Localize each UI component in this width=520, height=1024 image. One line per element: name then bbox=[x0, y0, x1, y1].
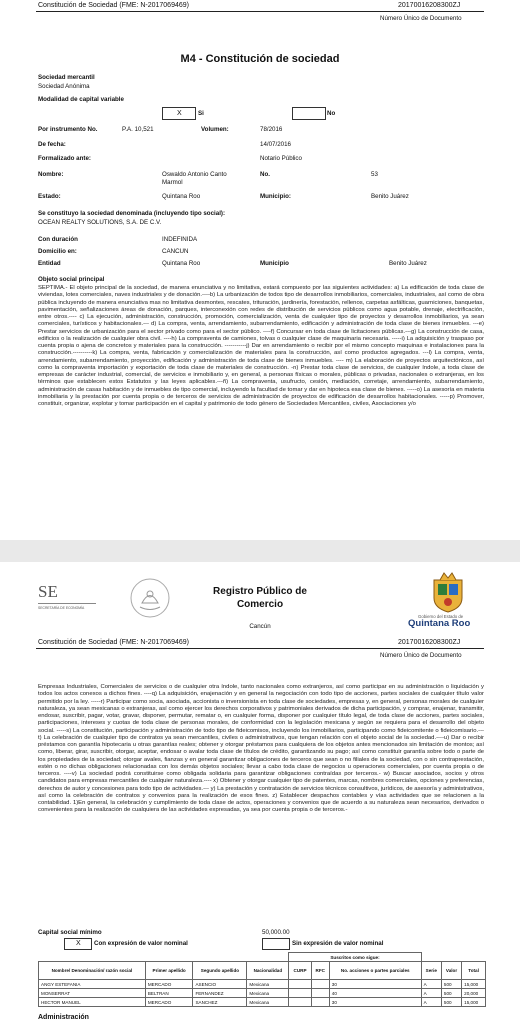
cell-rfc bbox=[311, 980, 329, 989]
subscribers-table bbox=[38, 952, 486, 1007]
cell-second-surname: FERNANDEZ bbox=[193, 989, 247, 998]
col-total: Total bbox=[462, 962, 486, 980]
variable-capital-yes-checkbox[interactable] bbox=[162, 107, 196, 120]
capital-label: Capital social mínimo bbox=[38, 929, 102, 936]
volume-value: 78/2016 bbox=[260, 126, 283, 133]
company-name: OCEAN REALTY SOLUTIONS, S.A. DE C.V. bbox=[38, 219, 162, 226]
nominal-value-yes-checkbox[interactable] bbox=[64, 938, 92, 950]
col-name: Nombre/ Denominación/ razón social bbox=[39, 962, 146, 980]
municipality-label: Municipio: bbox=[260, 193, 291, 200]
yes-label: Si bbox=[198, 110, 204, 117]
municipality-value: Benito Juárez bbox=[371, 193, 409, 200]
duration-label: Con duración bbox=[38, 236, 78, 243]
duration-value: INDEFINIDA bbox=[162, 236, 198, 243]
table-row bbox=[39, 989, 486, 998]
col-second-surname: Segundo apellido bbox=[193, 962, 247, 980]
cell-value: 500 bbox=[441, 998, 461, 1007]
col-value: Valor bbox=[441, 962, 461, 980]
gov-name: Quintana Roo bbox=[408, 618, 471, 629]
table-row bbox=[39, 998, 486, 1007]
cell-name: ANGY ESTEFANIA bbox=[39, 980, 146, 989]
cell-curp bbox=[289, 989, 311, 998]
gov-line: Gobierno del Estado de bbox=[418, 614, 464, 619]
company-type-label: Sociedad mercantil bbox=[38, 74, 95, 81]
cell-second-surname: SANCHEZ bbox=[193, 998, 247, 1007]
page-title: M4 - Constitución de sociedad bbox=[180, 53, 340, 65]
instrument-value: P.A. 10,521 bbox=[122, 126, 154, 133]
cell-second-surname: ASENCIO bbox=[193, 980, 247, 989]
company-type-value: Sociedad Anónima bbox=[38, 83, 90, 90]
page-header-doc-number: 20170016208300ZJ bbox=[398, 2, 461, 9]
cell-shares: 30 bbox=[329, 980, 421, 989]
cell-total: 15,000 bbox=[462, 998, 486, 1007]
object-paragraph: SEPTIMA.- El objeto principal de la sociedad, de manera enunciativa y no limitativa, estará compuesto por las siguientes actividades: a) La edificación de toda clase de viviendas, lotes comerciales, naves industriales y de donación.----b) La urbanización de todos tipo de desarrollos inmobiliarios, comerciales, industriales, así como de obra pública incluyendo de manera enunciativa mas no limitativa desmontes, rescates, trituración, jardinería, forestación, rellenos, carpetas asfálticas, guarniciones, banquetas, pavimentación, señalizaciones áreas de donación, parques, interconexión con redes de distribución de servicios públicos como agua potable, drenaje, electrificación, entre otros.---- c) La ejecución, administración, construcción, promoción, comercialización, venta de cualquier tipo de proyectos y desarrollos inmobiliarios, ya sean comerciales, turísticos y habitacionales.--- d) La compra, venta, arrendamiento, subarrendamiento, edificación y administración de toda clase de bienes inmuebles. ---e) Prestar servicios de urbanización para el sector privado como para el sector público. ----f) Concursar en toda clase de licitaciones públicas.---g) La construcción de casa, edificios o la realización de cualquier obra civil. ----h) La compraventa de camiones, tolvas o cualquier clase de maquinaria necesaria. -----i) La adquisición y traspaso por cuenta propia o ajena de concretos y materiales para la construcción. -----------j) Dar en arrendamiento o recibir por el mismo concepto maquinas e instalaciones para la construcción.----------k) La compra, venta, fabricación y comercialización de materiales para la construcción, así como productos agregados. ---l) La compra, venta, arrendamiento, subarrendamiento, proyección, edificación y administración de toda clase de bienes inmuebles. ---- m) La elaboración de proyectos arquitectónicos, así como la compraventa importación y exportación de toda clase de materiales de construcción. -n) Prestar toda clase de servicios, de cualquier índole, a toda clase de empresas de carácter industrial, comercial, de servicios e inmobiliario y, en general, a personas físicas o morales, públicas o privadas, nacionales o extranjeras, en los términos que establecen estos Estatutos y las leyes aplicables.---ñ) La compraventa, usufructo, cesión, mediación, corretaje, arrendamiento, subarrendamiento, administración de casas habitación y de inmuebles de tipo comercial, incluyendo la facultad de tomar y dar en hipoteca esa clase de bienes. -----o) La asesoría en materia inmobiliaria y la prestación por cuenta propia o de terceros de servicios de administración de proyectos de edificación de desarrollos habitacionales. -----p) Promover, constituir, organizar, explotar y tomar participación en el capital y patrimonio de todo género de Sociedades Mercantiles, civiles, Asociaciones y/o bbox=[38, 285, 484, 407]
se-logo-text: SE bbox=[38, 582, 58, 601]
cell-nationality: Mexicana bbox=[247, 998, 289, 1007]
date-value: 14/07/2016 bbox=[260, 141, 291, 148]
cell-shares: 30 bbox=[329, 998, 421, 1007]
col-first-surname: Primer apellido bbox=[145, 962, 193, 980]
yes-checkmark: X bbox=[177, 110, 182, 117]
header-rule bbox=[36, 11, 484, 12]
cell-series: A bbox=[421, 980, 441, 989]
administration-label: Administración bbox=[38, 1014, 89, 1021]
state-value: Quintana Roo bbox=[162, 193, 201, 200]
state-coat-of-arms-icon bbox=[430, 570, 466, 614]
notary-number-value: 53 bbox=[371, 171, 378, 178]
col-shares: No. acciones o partes parciales bbox=[329, 962, 421, 980]
variable-capital-no-checkbox[interactable] bbox=[292, 107, 326, 120]
no-label: No bbox=[327, 110, 336, 117]
cell-total: 20,000 bbox=[462, 989, 486, 998]
col-rfc: RFC bbox=[311, 962, 329, 980]
cell-first-surname: MERCADO bbox=[145, 998, 193, 1007]
registry-title-line2: Comercio bbox=[236, 599, 284, 610]
doc-unique-label: Número Único de Documento bbox=[380, 652, 462, 659]
instrument-label: Por instrumento No. bbox=[38, 126, 98, 133]
cell-rfc bbox=[311, 998, 329, 1007]
cell-nationality: Mexicana bbox=[247, 980, 289, 989]
nominal-checkmark: X bbox=[76, 940, 81, 947]
notary-name-value-line2: Marmol bbox=[162, 179, 183, 186]
col-series: Serie bbox=[421, 962, 441, 980]
notary-number-label: No. bbox=[260, 171, 270, 178]
domicile-value: CANCUN bbox=[162, 248, 189, 255]
formalized-label: Formalizado ante: bbox=[38, 155, 91, 162]
cell-shares: 40 bbox=[329, 989, 421, 998]
object-label: Objeto social principal bbox=[38, 276, 105, 283]
entity-label: Entidad bbox=[38, 260, 61, 267]
cell-series: A bbox=[421, 989, 441, 998]
variable-capital-label: Modalidad de capital variable bbox=[38, 96, 124, 103]
cell-curp bbox=[289, 980, 311, 989]
page-header-left: Constitución de Sociedad (FME: N-2017069469) bbox=[38, 639, 189, 646]
constituted-label: Se constituyo la sociedad denominada (incluyendo tipo social): bbox=[38, 210, 226, 217]
object-paragraph-continued: Empresas Industriales, Comerciales de servicios o de cualquier otra índole, tanto nacionales como extranjeros, así como participar en su administración o liquidación y todos los actos conexos a dichos fines. ----q) La adquisición, enajenación y en general la negociación con todo tipo de acciones, partes sociales de cualquier título valor permitido por la ley. -----r) Participar como socia, asociada, accionista o inversionista en toda clase de sociedades, empresas y, en general, personas morales de cualquier naturaleza, ya sean mexicanas o extranjeras, así como ejercer los derechos corporativos y patrimoniales derivados de dicha participación, y comprar, enajenar, transmitir, endosar, suscribir, pagar, votar, gravar, disponer, permutar, rematar o, en cualquier forma, disponer por cualquier título legal, de toda clase de acciones, partes sociales, participaciones, intereses y cuotas de toda clase de personas morales, de conformidad con la legislación mexicana y según se requiera para el desarrollo del objeto social. -----s) La constitución, participación y administración de todo tipo de fideicomisos, incluyendo los inmobiliarios, participando como fideicomitente o fideicomisario.---t) La celebración de cualquier tipo de contratos ya sean mercantiles, civiles o administrativos, que tengan relación con el objeto social de la sociedad.----u) Dar o recibir préstamos con garantía hipotecaria u otras garantías reales; obtener y otorgar préstamos para cualquiera de los objetos antes mencionados sin limitación de montos; así como, liberar, girar, suscribir, otorgar, aceptar, endosar o avalar toda clase de títulos de crédito, garantizando su pago; así como constituir garantía sobre todo o parte de los propiedades de la sociedad; otorgar avales, fianzas y en general garantizar obligaciones de terceros que sean o no filiales de la sociedad, con o sin contraprestación, estén o no dichas obligaciones relacionadas con los demás objetos sociales; llevar a cabo toda clase de negocios u operaciones comerciales, por cuenta propia o de terceros. ----v) La sociedad podrá constituirse como obligada solidaria para garantizar obligaciones contraídas por terceros.- w) Buscar asociados, socios y otros candidatos para empresas mercantiles de cualquier naturaleza.---- x) Obtener y otorgar cualquier tipo de patentes, marcas, nombres comerciales, opciones y preferencias, derechos de autor y concesiones para todo tipo de actividades.--- y) La prestación y contratación de servicios técnicos consultivos, jurídicos, de asesoría y administrativos, así como la celebración de contratos y convenios para la realización de esos fines. z) Establecer despachos contables y vías actividades que se relacionen a la contabilidad. 1)En general, la celebración y cumplimiento de toda clase de actos, operaciones y convenios que de acuerdo a su naturaleza sean necesarios, derivados o convenientes para la realización de cualquiera de las actividades expresadas, ya sea por cuenta propia o de terceros.- bbox=[38, 684, 484, 814]
col-nationality: Nacionalidad bbox=[247, 962, 289, 980]
nominal-value-no-checkbox[interactable] bbox=[262, 938, 290, 950]
with-nominal-label: Con expresión de valor nominal bbox=[94, 940, 188, 947]
cell-value: 500 bbox=[441, 980, 461, 989]
state-label: Estado: bbox=[38, 193, 61, 200]
capital-value: 50,000.00 bbox=[262, 929, 290, 936]
table-row bbox=[39, 980, 486, 989]
document-page-2 bbox=[0, 562, 520, 1024]
cell-first-surname: BELTRAN bbox=[145, 989, 193, 998]
doc-unique-label: Número Único de Documento bbox=[380, 15, 462, 22]
header-rule bbox=[36, 648, 484, 649]
cell-curp bbox=[289, 998, 311, 1007]
cell-name: MONSERRAT bbox=[39, 989, 146, 998]
without-nominal-label: Sin expresión de valor nominal bbox=[292, 940, 384, 947]
page-header-doc-number: 20170016208300ZJ bbox=[398, 639, 461, 646]
registry-city: Cancún bbox=[249, 623, 271, 630]
cell-value: 500 bbox=[441, 989, 461, 998]
cell-rfc bbox=[311, 989, 329, 998]
national-emblem-icon bbox=[128, 576, 172, 620]
formalized-value: Notario Público bbox=[260, 155, 302, 162]
se-logo-caption: SECRETARÍA DE ECONOMÍA bbox=[38, 606, 85, 610]
subscribers-header: Suscritos como sigue: bbox=[289, 953, 421, 962]
cell-series: A bbox=[421, 998, 441, 1007]
entity-municipality-value: Benito Juárez bbox=[389, 260, 427, 267]
cell-total: 15,000 bbox=[462, 980, 486, 989]
cell-first-surname: MERCADO bbox=[145, 980, 193, 989]
domicile-label: Domicilio en: bbox=[38, 248, 77, 255]
date-label: De fecha: bbox=[38, 141, 66, 148]
volume-label: Volumen: bbox=[201, 126, 229, 133]
entity-value: Quintana Roo bbox=[162, 260, 201, 267]
cell-nationality: Mexicana bbox=[247, 989, 289, 998]
page-header-left: Constitución de Sociedad (FME: N-2017069469) bbox=[38, 2, 189, 9]
cell-name: HECTOR MANUEL bbox=[39, 998, 146, 1007]
notary-name-label: Nombre: bbox=[38, 171, 64, 178]
entity-municipality-label: Municipio bbox=[260, 260, 289, 267]
notary-name-value: Oswaldo Antonio Canto bbox=[162, 171, 227, 178]
col-curp: CURP bbox=[289, 962, 311, 980]
registry-title-line1: Registro Público de bbox=[213, 586, 307, 597]
